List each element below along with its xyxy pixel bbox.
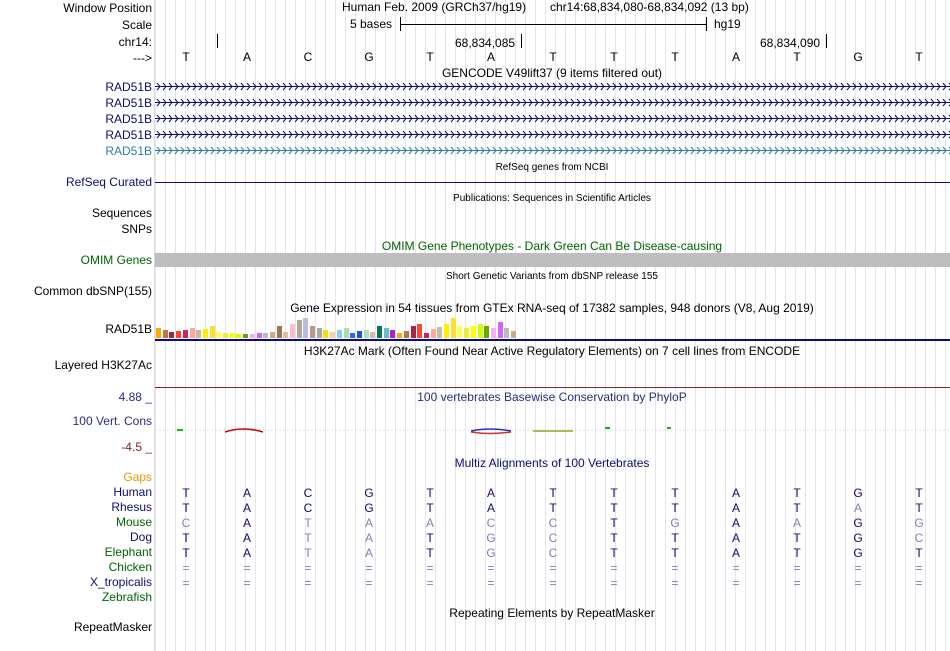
alignment-base: A [486,486,495,500]
gencode-transcript-3[interactable] [155,114,950,123]
position-title: chr14:68,834,080-68,834,092 (13 bp) [550,0,749,14]
alignment-base: T [182,546,190,560]
species-label-zebrafish: Zebrafish [101,590,152,604]
gtex-track-label[interactable]: RAD51B [105,322,152,336]
alignment-base: = [426,576,434,590]
species-label-chicken: Chicken [108,560,152,574]
alignment-base: T [426,486,434,500]
gtex-tissue-bar[interactable] [451,318,456,338]
refseq-track-label[interactable]: RefSeq Curated [65,175,152,189]
gtex-tissue-bar[interactable] [317,328,322,338]
refseq-track-title: RefSeq genes from NCBI [495,162,609,173]
gtex-tissue-bar[interactable] [484,326,489,338]
alignment-base: T [304,546,312,560]
gtex-tissue-bar[interactable] [384,328,389,338]
gtex-tissue-bar[interactable] [250,334,255,338]
gtex-tissue-bar[interactable] [424,333,429,338]
gtex-tissue-bar[interactable] [190,328,195,338]
gtex-tissue-bar[interactable] [310,326,315,338]
alignment-base: A [242,516,251,530]
gtex-tissue-bar[interactable] [478,324,483,338]
h3k27ac-track-label[interactable]: Layered H3K27Ac [54,358,152,372]
alignment-base: = [854,576,862,590]
alignment-base: A [364,546,373,560]
alignment-base: = [732,561,740,575]
gencode-transcript-4[interactable] [155,130,950,139]
alignment-base: C [181,516,191,530]
reference-base: T [610,50,618,64]
gtex-tissue-bar[interactable] [464,328,469,338]
alignment-base: A [731,486,740,500]
reference-base: A [731,50,740,64]
gtex-tissue-bar[interactable] [404,331,409,338]
alignment-base: G [853,486,863,500]
dbsnp-track-label[interactable]: Common dbSNP(155) [33,284,152,298]
gtex-tissue-bar[interactable] [344,328,349,338]
alignment-base: C [303,501,313,515]
coord-tick [217,34,218,48]
alignment-base: T [793,531,801,545]
alignment-base: T [671,531,679,545]
refseq-gene-line[interactable] [155,182,950,183]
gtex-tissue-bar[interactable] [471,326,476,338]
coord-tick [826,34,827,48]
scale-bar [400,24,706,25]
alignment-base: A [731,516,740,530]
alignment-base: G [486,531,496,545]
gtex-tissue-bar[interactable] [169,332,174,338]
gtex-tissue-bar[interactable] [491,328,496,338]
alignment-base: A [731,501,740,515]
snps-track-label[interactable]: SNPs [121,222,152,236]
alignment-base: = [793,576,801,590]
alignment-base: = [426,561,434,575]
phylop-track-title: 100 vertebrates Basewise Conservation by PhyloP [417,390,687,404]
track-image-area[interactable] [155,0,950,651]
alignment-base: T [793,501,801,515]
coord-label-2: 68,834,090 [760,36,821,50]
reference-base: G [364,50,374,64]
gtex-tissue-bar[interactable] [156,328,161,338]
reference-base: A [486,50,495,64]
track-label-column [0,0,154,651]
alignment-base: = [671,561,679,575]
gtex-tissue-bar[interactable] [196,330,201,338]
h3k27ac-baseline [155,387,950,388]
gtex-tissue-bar[interactable] [357,331,362,338]
phylop-signal[interactable] [155,420,950,440]
alignment-base: T [610,531,618,545]
alignment-base: = [915,561,923,575]
alignment-base: T [304,516,312,530]
gtex-tissue-bar[interactable] [210,326,215,338]
assembly-title: Human Feb. 2009 (GRCh37/hg19) [342,0,527,14]
gtex-tissue-bar[interactable] [270,332,275,338]
gtex-tissue-bar[interactable] [236,334,241,338]
alignment-base: = [365,576,373,590]
gtex-tissue-bar[interactable] [223,333,228,338]
alignment-base: T [182,486,190,500]
alignment-base: T [426,501,434,515]
omim-track-title: OMIM Gene Phenotypes - Dark Green Can Be Disease-causing [381,239,723,253]
gencode-gene-label[interactable]: RAD51B [105,80,152,94]
gtex-tissue-bar[interactable] [431,329,436,338]
alignment-base: A [792,516,801,530]
gencode-gene-label[interactable]: RAD51B [105,144,152,158]
reference-base: A [242,50,251,64]
alignment-base: C [303,486,313,500]
alignment-base: A [486,501,495,515]
gencode-gene-label[interactable]: RAD51B [105,128,152,142]
gtex-tissue-bar[interactable] [337,330,342,338]
gtex-tissue-bar[interactable] [277,326,282,338]
gtex-tissue-bar[interactable] [323,330,328,338]
gtex-tissue-bar[interactable] [163,330,168,338]
alignment-base: = [365,561,373,575]
alignment-base: = [915,576,923,590]
alignment-base: = [671,576,679,590]
gtex-tissue-bar[interactable] [297,320,302,338]
gtex-tissue-bar[interactable] [444,324,449,338]
alignment-base: = [549,576,557,590]
gtex-tissue-bar[interactable] [390,330,395,338]
publications-track-title: Publications: Sequences in Scientific Articles [453,193,651,204]
coord-label-1: 68,834,085 [455,36,516,50]
gtex-tissue-bar[interactable] [370,332,375,338]
h3k27ac-track-title: H3K27Ac Mark (Often Found Near Active Regulatory Elements) on 7 cell lines from ENCODE [303,344,801,358]
alignment-base: C [914,531,924,545]
dbsnp-track-title: Short Genetic Variants from dbSNP release 155 [446,271,658,282]
omim-gene-bar[interactable] [155,253,950,267]
gtex-tissue-bar[interactable] [411,326,416,338]
alignment-base: = [304,576,312,590]
gtex-tissue-bar[interactable] [203,329,208,338]
gencode-transcript-1[interactable] [155,82,950,91]
alignment-base: = [487,561,495,575]
alignment-base: A [242,546,251,560]
reference-base: T [426,50,434,64]
alignment-base: A [364,516,373,530]
scale-db-text: hg19 [714,17,741,31]
alignment-base: = [304,561,312,575]
alignment-base: T [671,486,679,500]
alignment-base: = [243,561,251,575]
reference-base: T [549,50,557,64]
reference-base: T [671,50,679,64]
repeatmasker-track-label[interactable]: RepeatMasker [73,620,152,634]
phylop-min-label: -4.5 _ [121,440,152,454]
alignment-base: T [610,501,618,515]
alignment-base: C [548,546,558,560]
alignment-base: = [182,576,190,590]
species-label-rhesus: Rhesus [111,500,152,514]
gtex-tissue-bar[interactable] [243,334,248,338]
alignment-base: A [242,486,251,500]
alignment-base: G [486,546,496,560]
reference-base: T [793,50,801,64]
alignment-base: T [549,501,557,515]
gtex-tissue-bar[interactable] [364,330,369,338]
alignment-base: T [549,486,557,500]
gtex-tissue-bar[interactable] [504,328,509,338]
strand-arrow-label: ---> [133,51,152,65]
window-position-label: Window Position [63,1,152,15]
alignment-base: T [793,546,801,560]
gtex-gene-line[interactable] [155,339,950,341]
alignment-base: = [487,576,495,590]
gtex-tissue-bar[interactable] [216,332,221,338]
gtex-tissue-bar[interactable] [257,333,262,338]
scale-bar-tick [400,17,401,31]
alignment-base: A [731,546,740,560]
species-label-human: Human [113,485,152,499]
reference-base: G [853,50,863,64]
alignment-base: A [731,531,740,545]
gtex-tissue-bar[interactable] [350,333,355,338]
scale-label: Scale [121,18,152,32]
alignment-base: T [426,546,434,560]
alignment-base: G [364,501,374,515]
alignment-base: A [242,531,251,545]
sequences-track-label[interactable]: Sequences [91,206,152,220]
alignment-base: T [671,501,679,515]
alignment-base: = [549,561,557,575]
gtex-tissue-bar[interactable] [457,326,462,338]
gtex-tissue-bar[interactable] [417,324,422,338]
phylop-track-label[interactable]: 100 Vert. Cons [72,414,152,428]
gencode-track-title: GENCODE V49lift37 (9 items filtered out) [441,66,663,80]
alignment-base: A [425,516,434,530]
gtex-tissue-bar[interactable] [498,322,503,338]
alignment-base: A [853,501,862,515]
gtex-tissue-bar[interactable] [283,332,288,338]
multiz-track-title: Multiz Alignments of 100 Vertebrates [454,456,650,470]
gtex-tissue-bar[interactable] [230,333,235,338]
alignment-base: C [486,516,496,530]
alignment-base: T [610,516,618,530]
gtex-tissue-bar[interactable] [290,324,295,338]
gtex-tissue-bar[interactable] [437,327,442,338]
alignment-base: C [548,516,558,530]
alignment-base: T [610,486,618,500]
alignment-base: T [915,501,923,515]
phylop-max-label: 4.88 _ [118,390,152,404]
alignment-base: A [242,501,251,515]
alignment-base: G [364,486,374,500]
reference-base: C [303,50,313,64]
alignment-base: G [853,546,863,560]
chrom-label: chr14: [118,35,152,49]
alignment-base: T [793,486,801,500]
alignment-base: T [671,546,679,560]
species-label-dog: Dog [129,530,152,544]
gtex-tissue-bar[interactable] [511,331,516,338]
alignment-base: G [670,516,680,530]
alignment-base: T [182,501,190,515]
gtex-tissue-bar[interactable] [377,326,382,338]
repeatmasker-track-title: Repeating Elements by RepeatMasker [449,606,655,620]
alignment-base: T [915,486,923,500]
alignment-base: T [304,531,312,545]
gencode-transcript-5[interactable] [155,146,950,155]
species-label-elephant: Elephant [104,545,152,559]
alignment-base: G [914,516,924,530]
alignment-base: = [854,561,862,575]
alignment-base: = [610,561,618,575]
gaps-track-label[interactable]: Gaps [123,470,152,484]
alignment-base: G [853,531,863,545]
gtex-tissue-bar[interactable] [330,332,335,338]
alignment-base: G [853,516,863,530]
gtex-tissue-bar[interactable] [263,333,268,338]
alignment-base: C [548,531,558,545]
gencode-gene-label[interactable]: RAD51B [105,96,152,110]
alignment-base: A [364,531,373,545]
gtex-tissue-bar[interactable] [183,330,188,338]
reference-base: T [915,50,923,64]
alignment-base: T [182,531,190,545]
alignment-base: = [610,576,618,590]
alignment-base: = [732,576,740,590]
gtex-track-title: Gene Expression in 54 tissues from GTEx RNA-seq of 17382 samples, 948 donors (V8, Aug 2019) [290,301,814,315]
coord-tick [521,34,522,48]
alignment-base: = [243,576,251,590]
gtex-tissue-bar[interactable] [303,318,308,338]
alignment-base: T [610,546,618,560]
gtex-tissue-bar[interactable] [397,333,402,338]
scale-bar-text: 5 bases [350,17,393,31]
species-label-mouse: Mouse [115,515,152,529]
scale-bar-tick [706,17,707,31]
alignment-base: T [915,546,923,560]
gencode-gene-label[interactable]: RAD51B [105,112,152,126]
alignment-base: = [182,561,190,575]
gtex-tissue-bar[interactable] [176,331,181,338]
species-label-x-tropicalis: X_tropicalis [89,575,152,589]
alignment-base: T [426,531,434,545]
reference-base: T [182,50,190,64]
alignment-base: = [793,561,801,575]
omim-track-label[interactable]: OMIM Genes [80,253,152,267]
gencode-transcript-2[interactable] [155,98,950,107]
